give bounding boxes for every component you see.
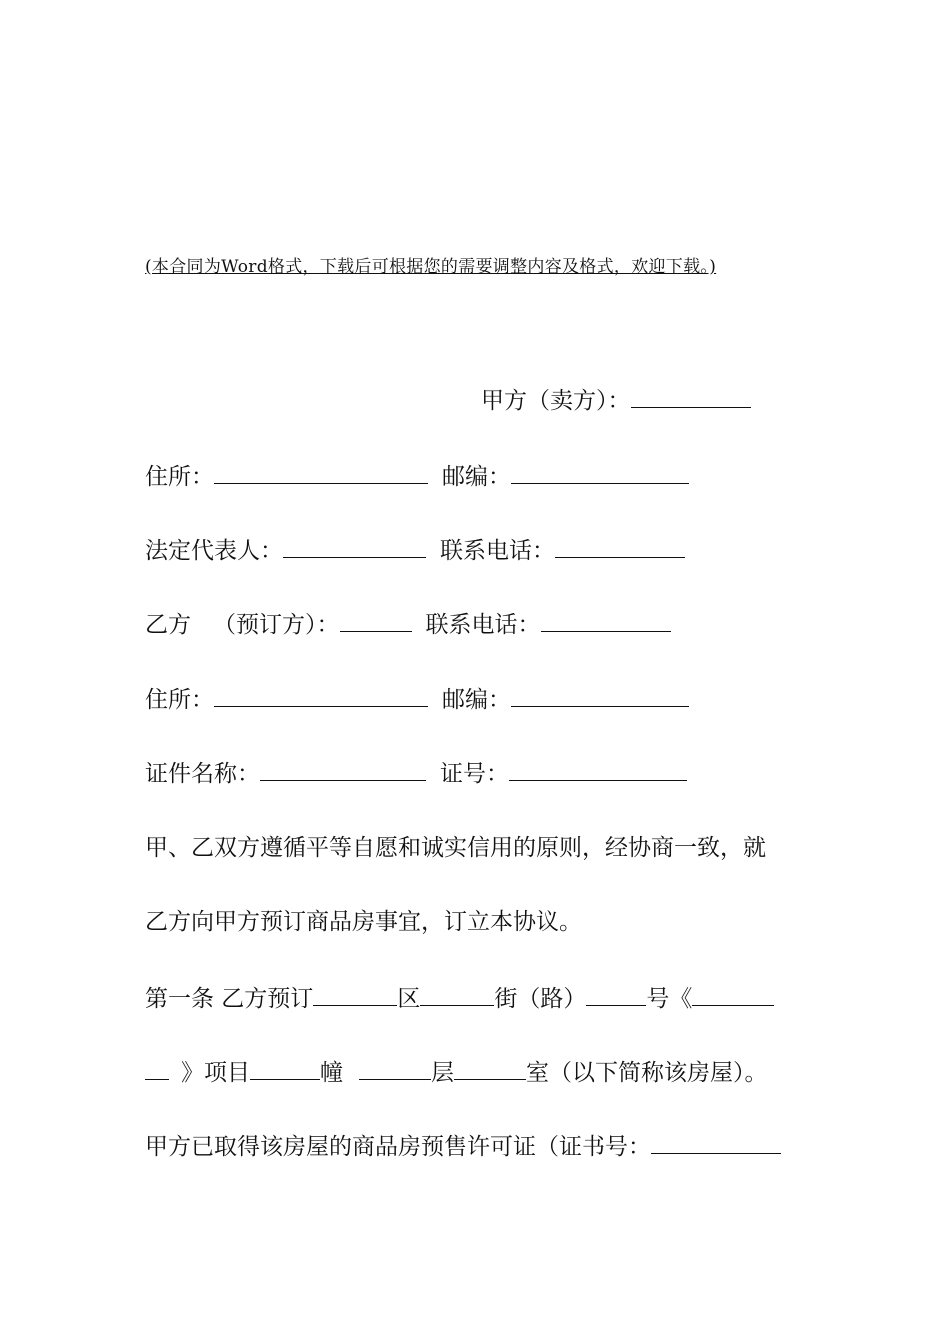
party-a-rep-line <box>145 535 685 566</box>
article1-line-1 <box>145 983 774 1014</box>
party-b-address-line <box>145 684 689 715</box>
district-blank[interactable] <box>313 983 397 1006</box>
party-b-id-label: 证件名称： <box>145 761 260 787</box>
party-b-line <box>145 609 671 640</box>
party-b-address-blank[interactable] <box>214 684 428 707</box>
party-b-label: 乙方 <box>145 612 191 638</box>
header-note: (本合同为Word格式，下载后可根据您的需要调整内容及格式，欢迎下载。) <box>145 257 717 277</box>
district-label: 区 <box>397 986 421 1012</box>
floor-label: 层 <box>431 1060 454 1086</box>
party-a-address-label: 住所： <box>145 464 214 490</box>
street-blank[interactable] <box>420 983 494 1006</box>
intro-line-1: 甲、乙双方遵循平等自愿和诚实信用的原则，经协商一致，就 <box>145 835 766 861</box>
party-b-id-blank[interactable] <box>260 758 426 781</box>
party-a-phone-blank[interactable] <box>555 535 685 558</box>
building-label: 幢 <box>320 1060 343 1086</box>
party-b-id-line <box>145 758 687 789</box>
party-b-postcode-label: 邮编： <box>442 687 511 713</box>
party-a-phone-label: 联系电话： <box>440 538 555 564</box>
party-a-label: 甲方（卖方）： <box>481 388 631 414</box>
number-blank[interactable] <box>586 983 646 1006</box>
party-b-phone-label: 联系电话： <box>425 612 541 638</box>
party-a-line <box>481 385 751 416</box>
building-blank[interactable] <box>250 1057 320 1080</box>
party-a-rep-blank[interactable] <box>283 535 426 558</box>
intro-line-2: 乙方向甲方预订商品房事宜，订立本协议。 <box>145 909 582 935</box>
party-a-postcode-blank[interactable] <box>511 461 689 484</box>
floor-blank[interactable] <box>359 1057 431 1080</box>
room-blank[interactable] <box>454 1057 526 1080</box>
room-label: 室（以下简称该房屋）。 <box>526 1060 768 1086</box>
article1-line-3 <box>145 1131 781 1162</box>
party-b-postcode-blank[interactable] <box>511 684 689 707</box>
license-label: 甲方已取得该房屋的商品房预售许可证（证书号： <box>145 1134 651 1160</box>
party-a-postcode-label: 邮编： <box>442 464 511 490</box>
party-a-address-blank[interactable] <box>214 461 428 484</box>
project-blank-cont[interactable] <box>145 1057 169 1080</box>
party-a-blank[interactable] <box>631 385 751 408</box>
party-b-role-label: （预订方）： <box>213 612 340 638</box>
project-blank[interactable] <box>692 983 774 1006</box>
party-a-rep-label: 法定代表人： <box>145 538 283 564</box>
project-label: 》项目 <box>181 1060 250 1086</box>
party-a-address-line <box>145 461 689 492</box>
party-b-address-label: 住所： <box>145 687 214 713</box>
street-label: 街（路） <box>494 986 587 1012</box>
party-b-phone-blank[interactable] <box>541 609 671 632</box>
number-label: 号《 <box>646 986 693 1012</box>
party-b-blank[interactable] <box>340 609 412 632</box>
article1-prefix: 第一条 乙方预订 <box>145 986 314 1012</box>
article1-line-2 <box>145 1057 768 1088</box>
party-b-id-number-blank[interactable] <box>509 758 687 781</box>
party-b-id-number-label: 证号： <box>440 761 509 787</box>
license-blank[interactable] <box>651 1131 781 1154</box>
